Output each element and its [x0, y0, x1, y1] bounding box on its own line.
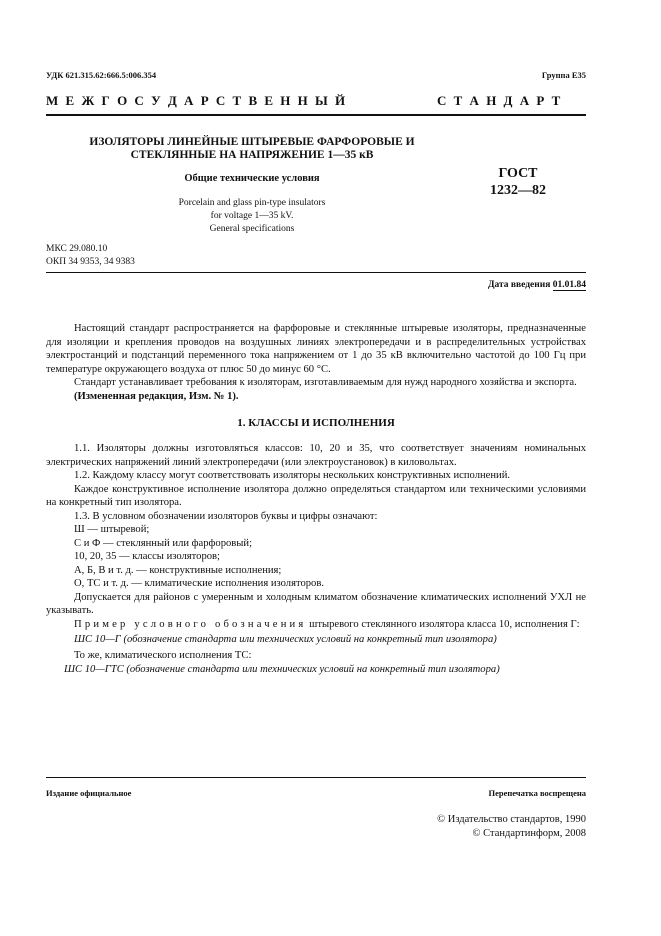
copyright-1990: © Издательство стандартов, 1990	[437, 814, 586, 825]
gost-designation	[468, 165, 568, 199]
example-designation-2: ШС 10—ГТС (обозначение стандарта или технических условий на конкретный тип изолятора)	[64, 664, 500, 675]
title-line-1: ИЗОЛЯТОРЫ ЛИНЕЙНЫЕ ШТЫРЕВЫЕ ФАРФОРОВЫЕ И	[89, 136, 415, 148]
codes-rule	[46, 272, 586, 273]
banner-interstate: М Е Ж Г О С У Д А Р С Т В Е Н Н Ы Й	[46, 93, 348, 108]
subtitle: Общие технические условия	[184, 173, 320, 184]
reprint-prohibited: Перепечатка воспрещена	[488, 788, 586, 798]
example-also: То же, климатического исполнения ТС:	[74, 649, 252, 661]
introduction-date	[488, 280, 586, 290]
clause-1-2: 1.2. Каждому классу могут соответствовать изоляторы нескольких конструктивных исполнений.	[74, 470, 511, 481]
example-intro-rest: штыревого стеклянного изолятора класса 10, исполнения Г:	[306, 618, 580, 630]
copyright-2008: © Стандартинформ, 2008	[472, 828, 586, 839]
group-code: Группа Е35	[541, 70, 586, 80]
intro-paragraph-1: Настоящий стандарт распространяется на фарфоровые и стеклянные штыревые изоляторы, предназначенные для изоляции и крепления проводов на воздушных линиях электропередачи и в распределительных устройствах электростанций и подстанций переменного тока напряжением от 1 до 35 кВ включительно частотой до 100 Гц при температуре окружающего воздуха от плюс 50 до минус 60 °С.	[46, 323, 586, 375]
english-title-line-2: for voltage 1—35 kV.	[210, 211, 294, 221]
climate-note: Допускается для районов с умеренным и холодным климатом обозначение климатических исполнений УХЛ не указывать.	[46, 591, 586, 616]
header-rule	[46, 114, 586, 116]
designation-list-item-1: Ш — штыревой;	[74, 524, 150, 535]
section-1-heading: 1. КЛАССЫ И ИСПОЛНЕНИЯ	[237, 417, 395, 429]
english-title-line-3: General specifications	[209, 224, 295, 234]
footer-rule	[46, 777, 586, 778]
document-title	[46, 136, 458, 162]
example-intro	[46, 618, 586, 632]
introduction-date-value: 01.01.84	[552, 280, 586, 290]
gost-number: 1232—82	[490, 183, 546, 198]
introduction-date-label: Дата введения	[487, 280, 551, 290]
clause-1-3: 1.3. В условном обозначении изоляторов буквы и цифры означают:	[74, 510, 378, 522]
udk-code: УДК 621.315.62:666.5:006.354	[46, 70, 157, 80]
english-title-line-1: Porcelain and glass pin-type insulators	[178, 198, 326, 208]
mks-code: МКС 29.080.10	[46, 244, 108, 254]
gost-label: ГОСТ	[498, 166, 538, 181]
document-body	[46, 322, 586, 677]
example-designation-1: ШС 10—Г (обозначение стандарта или технических условий на конкретный тип изолятора)	[74, 634, 497, 645]
designation-list-item-4: А, Б, В и т. д. — конструктивные исполнения;	[74, 564, 282, 576]
copyright-block	[437, 813, 586, 841]
intro-paragraph-2: Стандарт устанавливает требования к изоляторам, изготавливаемым для нужд народного хозяйства и экспорта.	[74, 377, 577, 388]
classification-codes	[46, 243, 135, 269]
designation-list-item-5: О, ТС и т. д. — климатические исполнения изоляторов.	[74, 578, 324, 589]
okp-code: ОКП 34 9353, 34 9383	[46, 257, 135, 267]
banner-standard: С Т А Н Д А Р Т	[437, 93, 563, 108]
clause-1-1: 1.1. Изоляторы должны изготовляться классов: 10, 20 и 35, что соответствует значениям номинальных электрических напряжений линий электропередачи (или электроустановок) в киловольтах.	[46, 443, 586, 468]
designation-list-item-3: 10, 20, 35 — классы изоляторов;	[74, 551, 221, 562]
title-line-2: СТЕКЛЯННЫЕ НА НАПРЯЖЕНИЕ 1—35 кВ	[130, 149, 374, 161]
designation-list-item-2: С и Ф — стеклянный или фарфоровый;	[74, 537, 253, 549]
english-title	[46, 197, 458, 236]
official-edition: Издание официальное	[46, 788, 132, 798]
example-spaced-label: Пример условного обозначения	[74, 618, 307, 630]
amendment-note: (Измененная редакция, Изм. № 1).	[74, 390, 239, 402]
clause-1-2-continued: Каждое конструктивное исполнение изолятора должно определяться стандартом или техническими условиями на конкретный тип изолятора.	[46, 483, 586, 508]
